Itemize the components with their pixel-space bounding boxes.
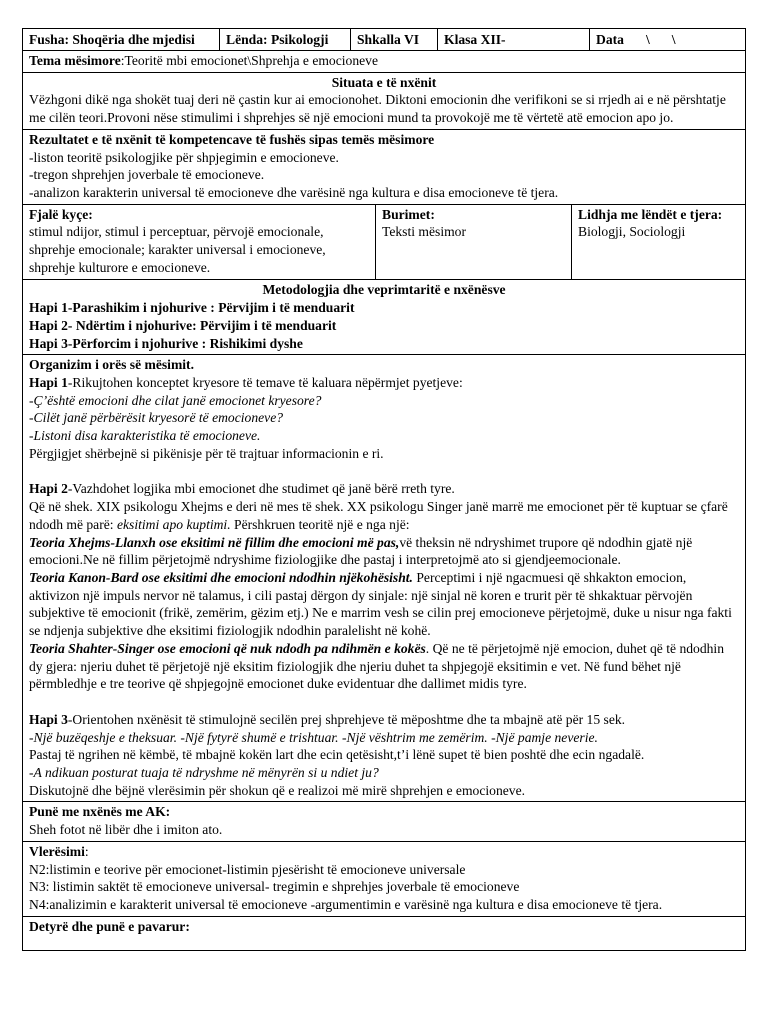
situata-title: Situata e të nxënit (331, 74, 437, 90)
lidhja-title: Lidhja me lëndët e tjera: (578, 206, 723, 222)
fjale-kyce-text: stimul ndijor, stimul i perceptuar, përvojë emocionale, shprehje emocionale; karakter universal i emocioneve, shprehje kulturore e emocioneve. (29, 224, 326, 275)
lidhja-cell (572, 205, 745, 280)
vleresimi-row (22, 842, 746, 917)
metodologjia-title: Metodologjia dhe veprimtaritë e nxënësve (262, 282, 506, 298)
data-label: Data (596, 32, 624, 47)
theory-title: Teoria Kanon-Bard ose eksitimi dhe emocioni ndodhin njëkohësisht. (29, 569, 413, 585)
hapi1-question: -Ç’është emocioni dhe cilat janë emocionet kryesore? (29, 392, 322, 408)
rezultatet-item: -tregon shprehjen joverbale të emocioneve. (29, 167, 265, 183)
metodologjia-row (22, 280, 746, 355)
keywords-row (22, 205, 746, 281)
vleresimi-item: N4:analizimin e karakterit universal të emocioneve -argumentimin e varësinë nga kultura e disa emocioneve të tjera. (29, 896, 663, 912)
hapi1-question: -Cilët janë përbërësit kryesorë të emocioneve? (29, 410, 284, 426)
pune-ak-title: Punë me nxënës me AK: (29, 804, 171, 820)
theory-paragraph (29, 640, 739, 693)
date-separator: \ (671, 32, 676, 47)
theory-paragraph (29, 569, 739, 640)
hapi1-paragraph (29, 374, 739, 392)
date-separator: \ (645, 32, 650, 47)
spacer (29, 693, 739, 711)
hapi3-posture: Pastaj të ngrihen në këmbë, të mbajnë kokën lart dhe ecin qetësisht,t’i lënë supet të bien poshtë dhe ecin ngadalë. (29, 747, 645, 763)
theory-title: Teoria Shahter-Singer ose emocioni që nuk ndodh pa ndihmën e kokës (29, 640, 426, 656)
organizim-row (22, 355, 746, 802)
fusha-cell: Fusha: Shoqëria dhe mjedisi (23, 29, 220, 50)
theory-title: Teoria Xhejms-Llanxh ose eksitimi në fillim dhe emocioni më pas, (29, 534, 400, 550)
hapi2-intro: Që në shek. XIX psikologu Xhejms e deri në mes të shek. XX psikologu Singer janë marrë me emocionet për të kuptuar se çfarë ndodh më parë: eksitimi apo kuptimi. Përshkruen teoritë një e nga një: (29, 499, 728, 532)
rezultatet-item: -liston teoritë psikologjike për shpjegimin e emocioneve. (29, 149, 339, 165)
pune-ak-row (22, 802, 746, 841)
shkalla-cell: Shkalla VI (351, 29, 438, 50)
lesson-plan-document (22, 28, 746, 951)
lidhja-text: Biologji, Sociologji (578, 224, 686, 240)
vleresimi-heading: Vlerësimi: (29, 843, 89, 859)
tema-row (22, 51, 746, 73)
theory-text: Perceptimi i një ngacmuesi që shkakton emocion, aktivizon një impuls nervor në talamus, i cili pastaj dërgon dy sinjale: një sinjal në koren e trurit për të shkaktuar përvojën subjektive të emocionit (frikë, zemërim, gëzim etj.) Ne e marrim vesh se cilin prej emocioneve përjetojmë, duke u nisur nga fakti se ndjenja subjektive dhe eksitimi fiziologjik ndodhin paralelisht në kohë. (29, 569, 732, 639)
rezultatet-title: Rezultatet e të nxënit të kompetencave të fushës sipas temës mësimore (29, 131, 435, 147)
theory-text: vë theksin në ndryshimet trupore që ndodhin gjatë një emocioni.Ne në fillim përjetojmë ndryshime fiziologjike dhe pastaj i interpretojmë ato si gjendjeemocionale. (29, 534, 693, 568)
metodologjia-step: Hapi 1-Parashikim i njohurive : Përvijim i të menduarit (29, 300, 355, 316)
hapi3-paragraph (29, 711, 739, 729)
tema-value: :Teoritë mbi emocionet\Shprehja e emocioneve (120, 53, 378, 68)
rezultatet-row (22, 130, 746, 205)
burimet-title: Burimet: (382, 206, 435, 222)
spacer (29, 462, 739, 480)
vleresimi-title: Vlerësimi (29, 843, 85, 859)
hapi2-text: -Vazhdohet logjika mbi emocionet dhe studimet që janë bërë rreth tyre. (67, 481, 455, 497)
header-row (22, 28, 746, 51)
theory-paragraph (29, 534, 739, 569)
burimet-cell (376, 205, 572, 280)
detyre-title: Detyrë dhe punë e pavarur: (29, 918, 190, 934)
hapi3-text: -Orientohen nxënësit të stimulojnë secilën prej shprehjeve të mëposhtme dhe ta mbajnë atë për 15 sek. (67, 711, 626, 727)
burimet-text: Teksti mësimor (382, 224, 466, 240)
tema-label: Tema mësimore (29, 53, 121, 68)
hapi3-question: -A ndikuan posturat tuaja të ndryshme në mënyrën si u ndiet ju? (29, 765, 379, 781)
situata-text: Vëzhgoni dikë nga shokët tuaj deri në çastin kur ai emocionohet. Diktoni emocionin dhe verifikoni se si rrjedh ai e në përshtatje me cilën teori.Provoni nëse stimulimi i shprehjes së një emocioni mund ta provokojë me të vërtetë atë emocion apo jo. (29, 92, 726, 126)
fjale-kyce-title: Fjalë kyçe: (29, 206, 93, 222)
lenda-cell: Lënda: Psikologji (220, 29, 351, 50)
theory-text: . Që ne të përjetojmë një emocion, duhet që të ndodhin dy gjera: njeriu duhet të përjetojë një eksitim fiziologjik dhe njeriu duhet ta shpjegojë eksitimin e vet. Në fund bëhet një përmbledhje e tre teorive që shpjegojnë emocionet duke evidentuar dhe dallimet midis tyre. (29, 640, 725, 692)
data-cell (590, 29, 745, 50)
hapi1-label: Hapi 1 (29, 374, 68, 390)
metodologjia-step: Hapi 2- Ndërtim i njohurive: Përvijim i të menduarit (29, 317, 337, 333)
vleresimi-item: N3: listimin saktët të emocioneve universal- tregimin e shprehjes joverbale të emocioneve (29, 879, 520, 895)
organizim-title: Organizim i orës së mësimit. (29, 357, 194, 373)
metodologjia-step: Hapi 3-Përforcim i njohurive : Rishikimi dyshe (29, 335, 303, 351)
klasa-cell: Klasa XII- (438, 29, 590, 50)
hapi1-text: -Rikujtohen konceptet kryesore të temave të kaluara nëpërmjet pyetjeve: (67, 374, 463, 390)
hapi1-after: Përgjigjet shërbejnë si pikënisje për të trajtuar informacionin e ri. (29, 445, 384, 461)
situata-row (22, 73, 746, 130)
vleresimi-item: N2:listimin e teorive për emocionet-listimin pjesërisht të emocioneve universale (29, 861, 466, 877)
detyre-row (22, 917, 746, 951)
hapi3-label: Hapi 3 (29, 711, 68, 727)
hapi3-end: Diskutojnë dhe bëjnë vlerësimin për shokun që e realizoi më mirë shprehjen e emocioneve. (29, 782, 526, 798)
fjale-kyce-cell (23, 205, 376, 280)
pune-ak-text: Sheh fotot në libër dhe i imiton ato. (29, 822, 223, 838)
hapi3-expressions: -Një buzëqeshje e theksuar. -Një fytyrë shumë e trishtuar. -Një vështrim me zemërim. -Një pamje neverie. (29, 729, 598, 745)
hapi2-label: Hapi 2 (29, 481, 68, 497)
rezultatet-item: -analizon karakterin universal të emocioneve dhe varësinë nga kultura e disa emocioneve të tjera. (29, 184, 559, 200)
hapi2-paragraph (29, 480, 739, 498)
hapi1-question: -Listoni disa karakteristika të emocioneve. (29, 428, 261, 444)
